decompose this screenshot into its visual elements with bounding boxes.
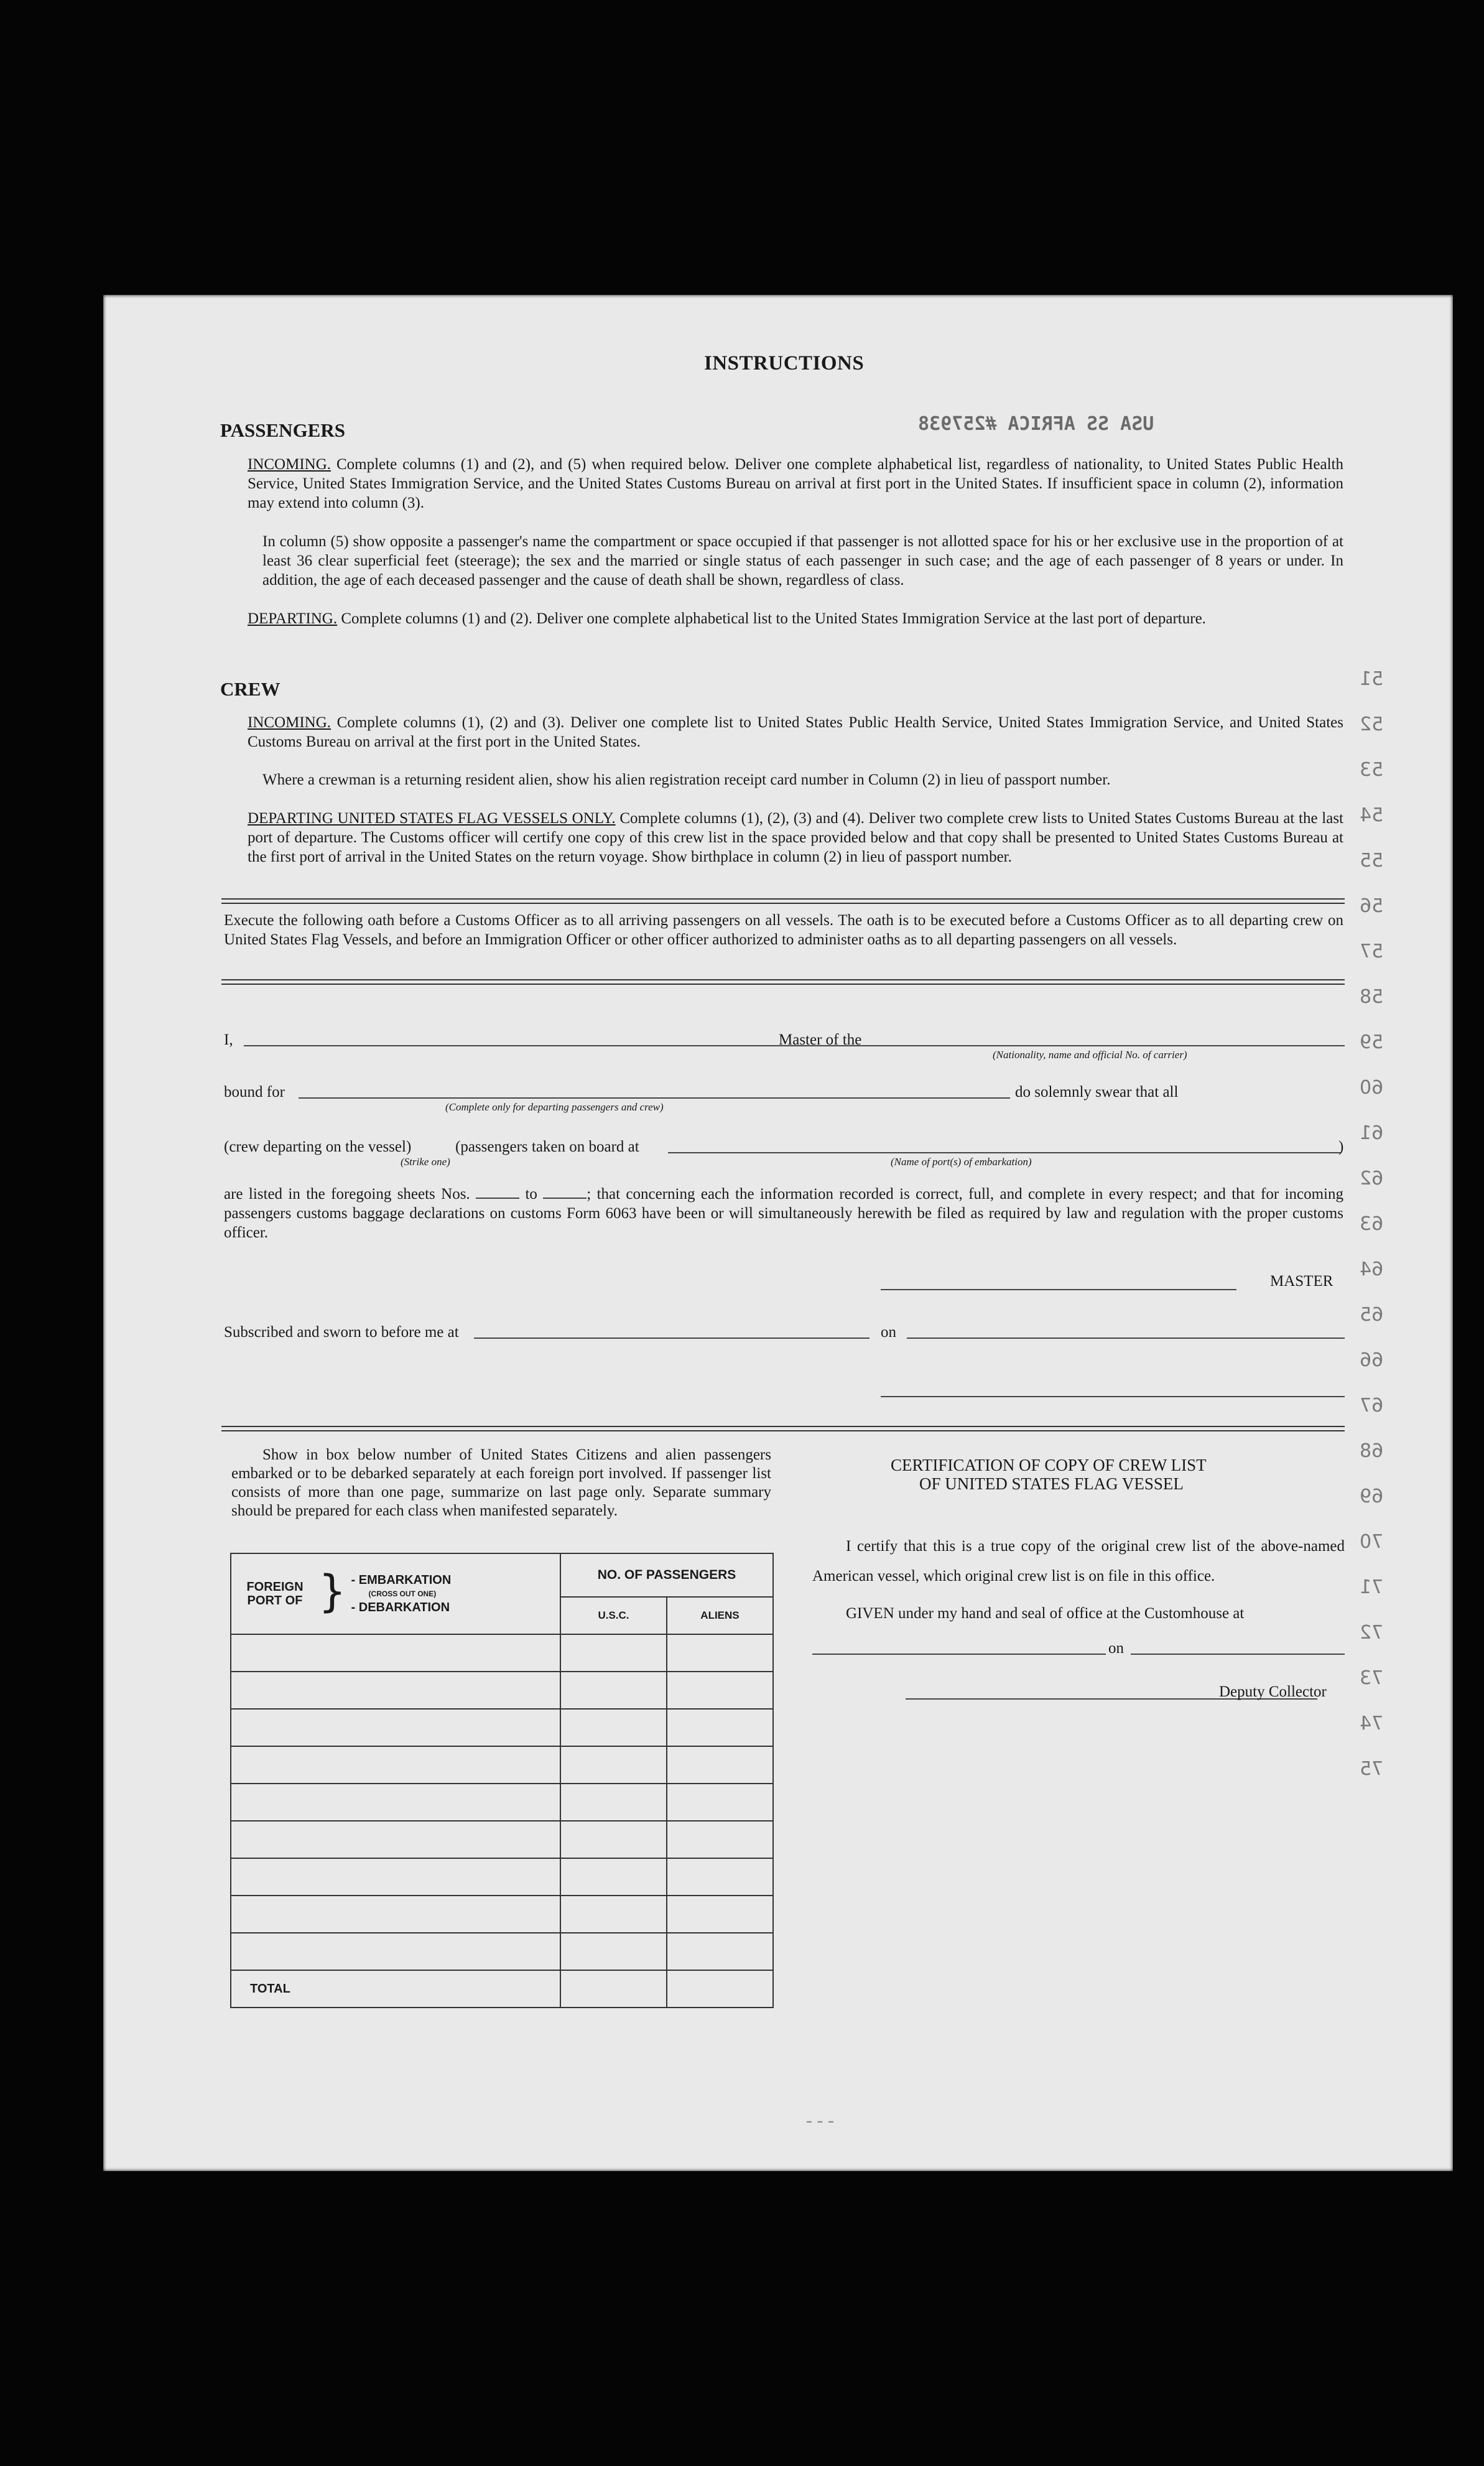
foreign-port-row [231, 1634, 773, 1672]
crew-resident-paragraph: Where a crewman is a returning resident alien, show his alien registration receipt card number in Column (2) in lieu of passport number. [262, 771, 1111, 788]
subscribed-date-line[interactable] [907, 1338, 1345, 1339]
bleed-through-row-number: 53 [1360, 759, 1384, 781]
port-cell[interactable] [231, 1672, 560, 1709]
usc-cell[interactable] [560, 1933, 667, 1970]
foreign-port-row [231, 1933, 773, 1970]
foreign-port-table [230, 1553, 774, 2008]
debarkation-option[interactable]: - DEBARKATION [351, 1601, 450, 1614]
aliens-cell[interactable] [667, 1896, 773, 1933]
passengers-heading: PASSENGERS [220, 419, 345, 441]
foreign-port-text: Show in box below number of United States Citizens and alien passengers embarked or to be debarked separately at each foreign port involved. If passenger list consists of more than one page, summarize on last page only. Separate summary should be prepared for each class when manifested separately. [231, 1446, 771, 1519]
carrier-line[interactable] [879, 1045, 1345, 1046]
aliens-cell[interactable] [667, 1821, 773, 1858]
crew-heading: CREW [220, 678, 281, 700]
embarkation-port-line[interactable] [668, 1152, 1341, 1153]
bleed-through-row-number: 64 [1360, 1259, 1384, 1280]
bleed-through-row-number: 75 [1360, 1758, 1384, 1780]
listed-text-2: ; that concerning each the information recorded is correct, full, and complete in every respect; and that for incoming passengers customs baggage declarations on customs Form 6063 have been or will simultaneously herewith be filed as required by law and regulation with the proper customs officer. [224, 1186, 1344, 1241]
bleed-through-row-number: 58 [1360, 986, 1384, 1008]
foreign-port-of-label: FOREIGN PORT OF [246, 1580, 304, 1608]
bleed-through-row-number: 54 [1360, 804, 1384, 826]
embarkation-option[interactable]: - EMBARKATION [351, 1573, 452, 1587]
close-paren: ) [1338, 1138, 1344, 1155]
foreign-port-row [231, 1672, 773, 1709]
usc-cell[interactable] [560, 1634, 667, 1672]
sheet-from-field[interactable] [476, 1198, 519, 1199]
sheet-to-field[interactable] [543, 1198, 587, 1199]
column5-paragraph: In column (5) show opposite a passenger's name the compartment or space occupied if that passenger is not allotted space for his or her exclusive use in the proportion of at least 36 clear superficial feet (steerage); the sex and the married or single status of each passenger in such case; and the age of each passenger of 8 years or under. In addition, the age of each deceased passenger and the cause of death shall be shown, regardless of class. [262, 533, 1343, 589]
deputy-collector-label: Deputy Collector [1219, 1683, 1327, 1700]
lower-divider [221, 1426, 1345, 1431]
bleed-through-row-number: 74 [1360, 1713, 1384, 1734]
subscribed-on-label: on [881, 1324, 896, 1341]
usc-header: U.S.C. [560, 1597, 667, 1634]
bleed-through-row-number: 57 [1360, 941, 1384, 962]
fold-mark: - - - [806, 2110, 834, 2131]
crew-incoming-label: INCOMING. [248, 714, 332, 731]
foreign-port-row [231, 1784, 773, 1821]
oath-instructions: Execute the following oath before a Customs Officer as to all arriving passengers on all vessels. The oath is to be executed before a Customs Officer as to all departing crew on United States Flag Vessels, and before an Immigration Officer or other officer authorized to administer oaths as to all departing passengers on all vessels. [224, 912, 1343, 948]
bleed-through-row-number: 63 [1360, 1213, 1384, 1235]
foreign-port-row [231, 1858, 773, 1896]
aliens-cell[interactable] [667, 1672, 773, 1709]
foreign-port-row [231, 1709, 773, 1746]
port-cell[interactable] [231, 1709, 560, 1746]
usc-cell[interactable] [560, 1858, 667, 1896]
port-cell[interactable] [231, 1858, 560, 1896]
bound-for-line[interactable] [299, 1097, 1010, 1099]
certification-heading-1: CERTIFICATION OF COPY OF CREW LIST [891, 1456, 1207, 1474]
certify-text: I certify that this is a true copy of the original crew list of the above-named American vessel, which original crew list is on file in this office. [812, 1538, 1345, 1584]
total-usc-cell[interactable] [560, 1970, 667, 2008]
usc-cell[interactable] [560, 1821, 667, 1858]
aliens-cell[interactable] [667, 1709, 773, 1746]
bleed-through-row-number: 56 [1360, 895, 1384, 917]
usc-cell[interactable] [560, 1672, 667, 1709]
listed-text-1: are listed in the foregoing sheets Nos. [224, 1186, 470, 1203]
bleed-through-row-number: 68 [1360, 1440, 1384, 1462]
usc-cell[interactable] [560, 1746, 667, 1784]
bleed-through-row-number: 59 [1360, 1031, 1384, 1053]
master-signature-line[interactable] [881, 1289, 1236, 1290]
certification-on-label: on [1108, 1640, 1124, 1657]
crew-incoming-text: Complete columns (1), (2) and (3). Deliver one complete list to United States Public Health Service, United States Immigration Service, and United States Customs Bureau on arrival at the first port in the United States. [248, 714, 1344, 750]
usc-cell[interactable] [560, 1709, 667, 1746]
foreign-port-instructions [231, 1446, 771, 1520]
section-divider [221, 898, 1345, 904]
bleed-through-row-number: 67 [1360, 1395, 1384, 1417]
passengers-incoming-label: INCOMING. [248, 456, 332, 473]
given-text: GIVEN under my hand and seal of office at the Customhouse at [846, 1605, 1245, 1622]
no-of-passengers-header: NO. OF PASSENGERS [560, 1553, 773, 1597]
bleed-through-row-number: 51 [1360, 668, 1384, 690]
bound-for-label: bound for [224, 1084, 285, 1100]
passengers-departing-text: Complete columns (1) and (2). Deliver one complete alphabetical list to the United States Immigration Service at the last port of departure. [341, 610, 1206, 627]
bleed-through-row-number: 66 [1360, 1349, 1384, 1371]
customhouse-line[interactable] [812, 1654, 1106, 1655]
port-cell[interactable] [231, 1933, 560, 1970]
aliens-cell[interactable] [667, 1933, 773, 1970]
total-label: TOTAL [231, 1970, 560, 2008]
master-of-label: Master of the [779, 1031, 862, 1048]
usc-cell[interactable] [560, 1896, 667, 1933]
total-aliens-cell[interactable] [667, 1970, 773, 2008]
aliens-cell[interactable] [667, 1858, 773, 1896]
bleed-through-row-number: 69 [1360, 1486, 1384, 1507]
nationality-caption: (Nationality, name and official No. of carrier) [993, 1049, 1187, 1061]
passengers-departing-paragraph [248, 609, 1343, 628]
certification-date-line[interactable] [1131, 1654, 1345, 1655]
bleed-through-row-number: 61 [1360, 1122, 1384, 1144]
bleed-through-row-number: 73 [1360, 1667, 1384, 1689]
port-cell[interactable] [231, 1896, 560, 1933]
form-page [103, 295, 1453, 2171]
bleed-through-row-number: 72 [1360, 1622, 1384, 1644]
crew-departing-label: (crew departing on the vessel) [224, 1138, 412, 1155]
bleed-through-row-number: 71 [1360, 1576, 1384, 1598]
aliens-cell[interactable] [667, 1634, 773, 1672]
aliens-cell[interactable] [667, 1784, 773, 1821]
passengers-incoming-paragraph [248, 455, 1343, 513]
officer-signature-line[interactable] [881, 1396, 1345, 1397]
passengers-incoming-text: Complete columns (1) and (2), and (5) when required below. Deliver one complete alphabetical list, regardless of nationality, to United States Public Health Service, United States Immigration Service, and the United States Customs Bureau on arrival at first port in the United States. If insufficient space in column (2), information may extend into column (3). [248, 456, 1344, 511]
crew-departing-label: DEPARTING UNITED STATES FLAG VESSELS ONLY. [248, 810, 616, 827]
passengers-departing-label: DEPARTING. [248, 610, 338, 627]
to-label: to [525, 1186, 537, 1203]
ports-caption: (Name of port(s) of embarkation) [891, 1156, 1032, 1168]
master-label: MASTER [1270, 1273, 1333, 1290]
swear-label: do solemnly swear that all [1015, 1084, 1179, 1100]
departing-caption: (Complete only for departing passengers and crew) [445, 1101, 664, 1113]
port-cell[interactable] [231, 1746, 560, 1784]
bleed-through-row-number: 62 [1360, 1168, 1384, 1189]
aliens-cell[interactable] [667, 1746, 773, 1784]
oath-i-label: I, [224, 1031, 233, 1048]
certify-paragraph [812, 1532, 1345, 1591]
oath-divider [221, 979, 1345, 985]
bleed-through-row-number: 70 [1360, 1531, 1384, 1553]
usc-cell[interactable] [560, 1784, 667, 1821]
foreign-port-row [231, 1746, 773, 1784]
port-cell[interactable] [231, 1784, 560, 1821]
passengers-taken-label: (passengers taken on board at [455, 1138, 639, 1155]
port-cell[interactable] [231, 1821, 560, 1858]
bleed-through-row-number: 55 [1360, 850, 1384, 872]
listed-paragraph [224, 1184, 1343, 1242]
subscribed-place-line[interactable] [474, 1338, 870, 1339]
brace-icon: } [318, 1566, 346, 1617]
foreign-port-row [231, 1821, 773, 1858]
bleed-through-header: USA SS AFRICA #257938 [918, 413, 1154, 435]
crew-incoming-paragraph [248, 713, 1343, 751]
page-title: INSTRUCTIONS [704, 352, 865, 375]
crew-departing-paragraph [248, 809, 1343, 867]
crew-departing-text: Complete columns (1), (2), (3) and (4). Deliver two complete crew lists to United States Customs Bureau at the last port of departure. The Customs officer will certify one copy of this crew list in the space provided below and that copy shall be presented to United States Customs Bureau at the first port of arrival in the United States on the return voyage. Show birthplace in column (2) in lieu of passport number. [248, 810, 1343, 865]
foreign-port-row [231, 1896, 773, 1933]
cross-out-note: (CROSS OUT ONE) [368, 1589, 437, 1598]
subscribed-label: Subscribed and sworn to before me at [224, 1324, 459, 1341]
strike-one-caption: (Strike one) [401, 1156, 450, 1168]
port-header-cell [231, 1553, 560, 1634]
bleed-through-row-number: 60 [1360, 1077, 1384, 1099]
bleed-through-row-number: 52 [1360, 714, 1384, 735]
bleed-through-row-number: 65 [1360, 1304, 1384, 1326]
aliens-header: ALIENS [667, 1597, 773, 1634]
port-cell[interactable] [231, 1634, 560, 1672]
certification-heading-2: OF UNITED STATES FLAG VESSEL [919, 1474, 1184, 1493]
